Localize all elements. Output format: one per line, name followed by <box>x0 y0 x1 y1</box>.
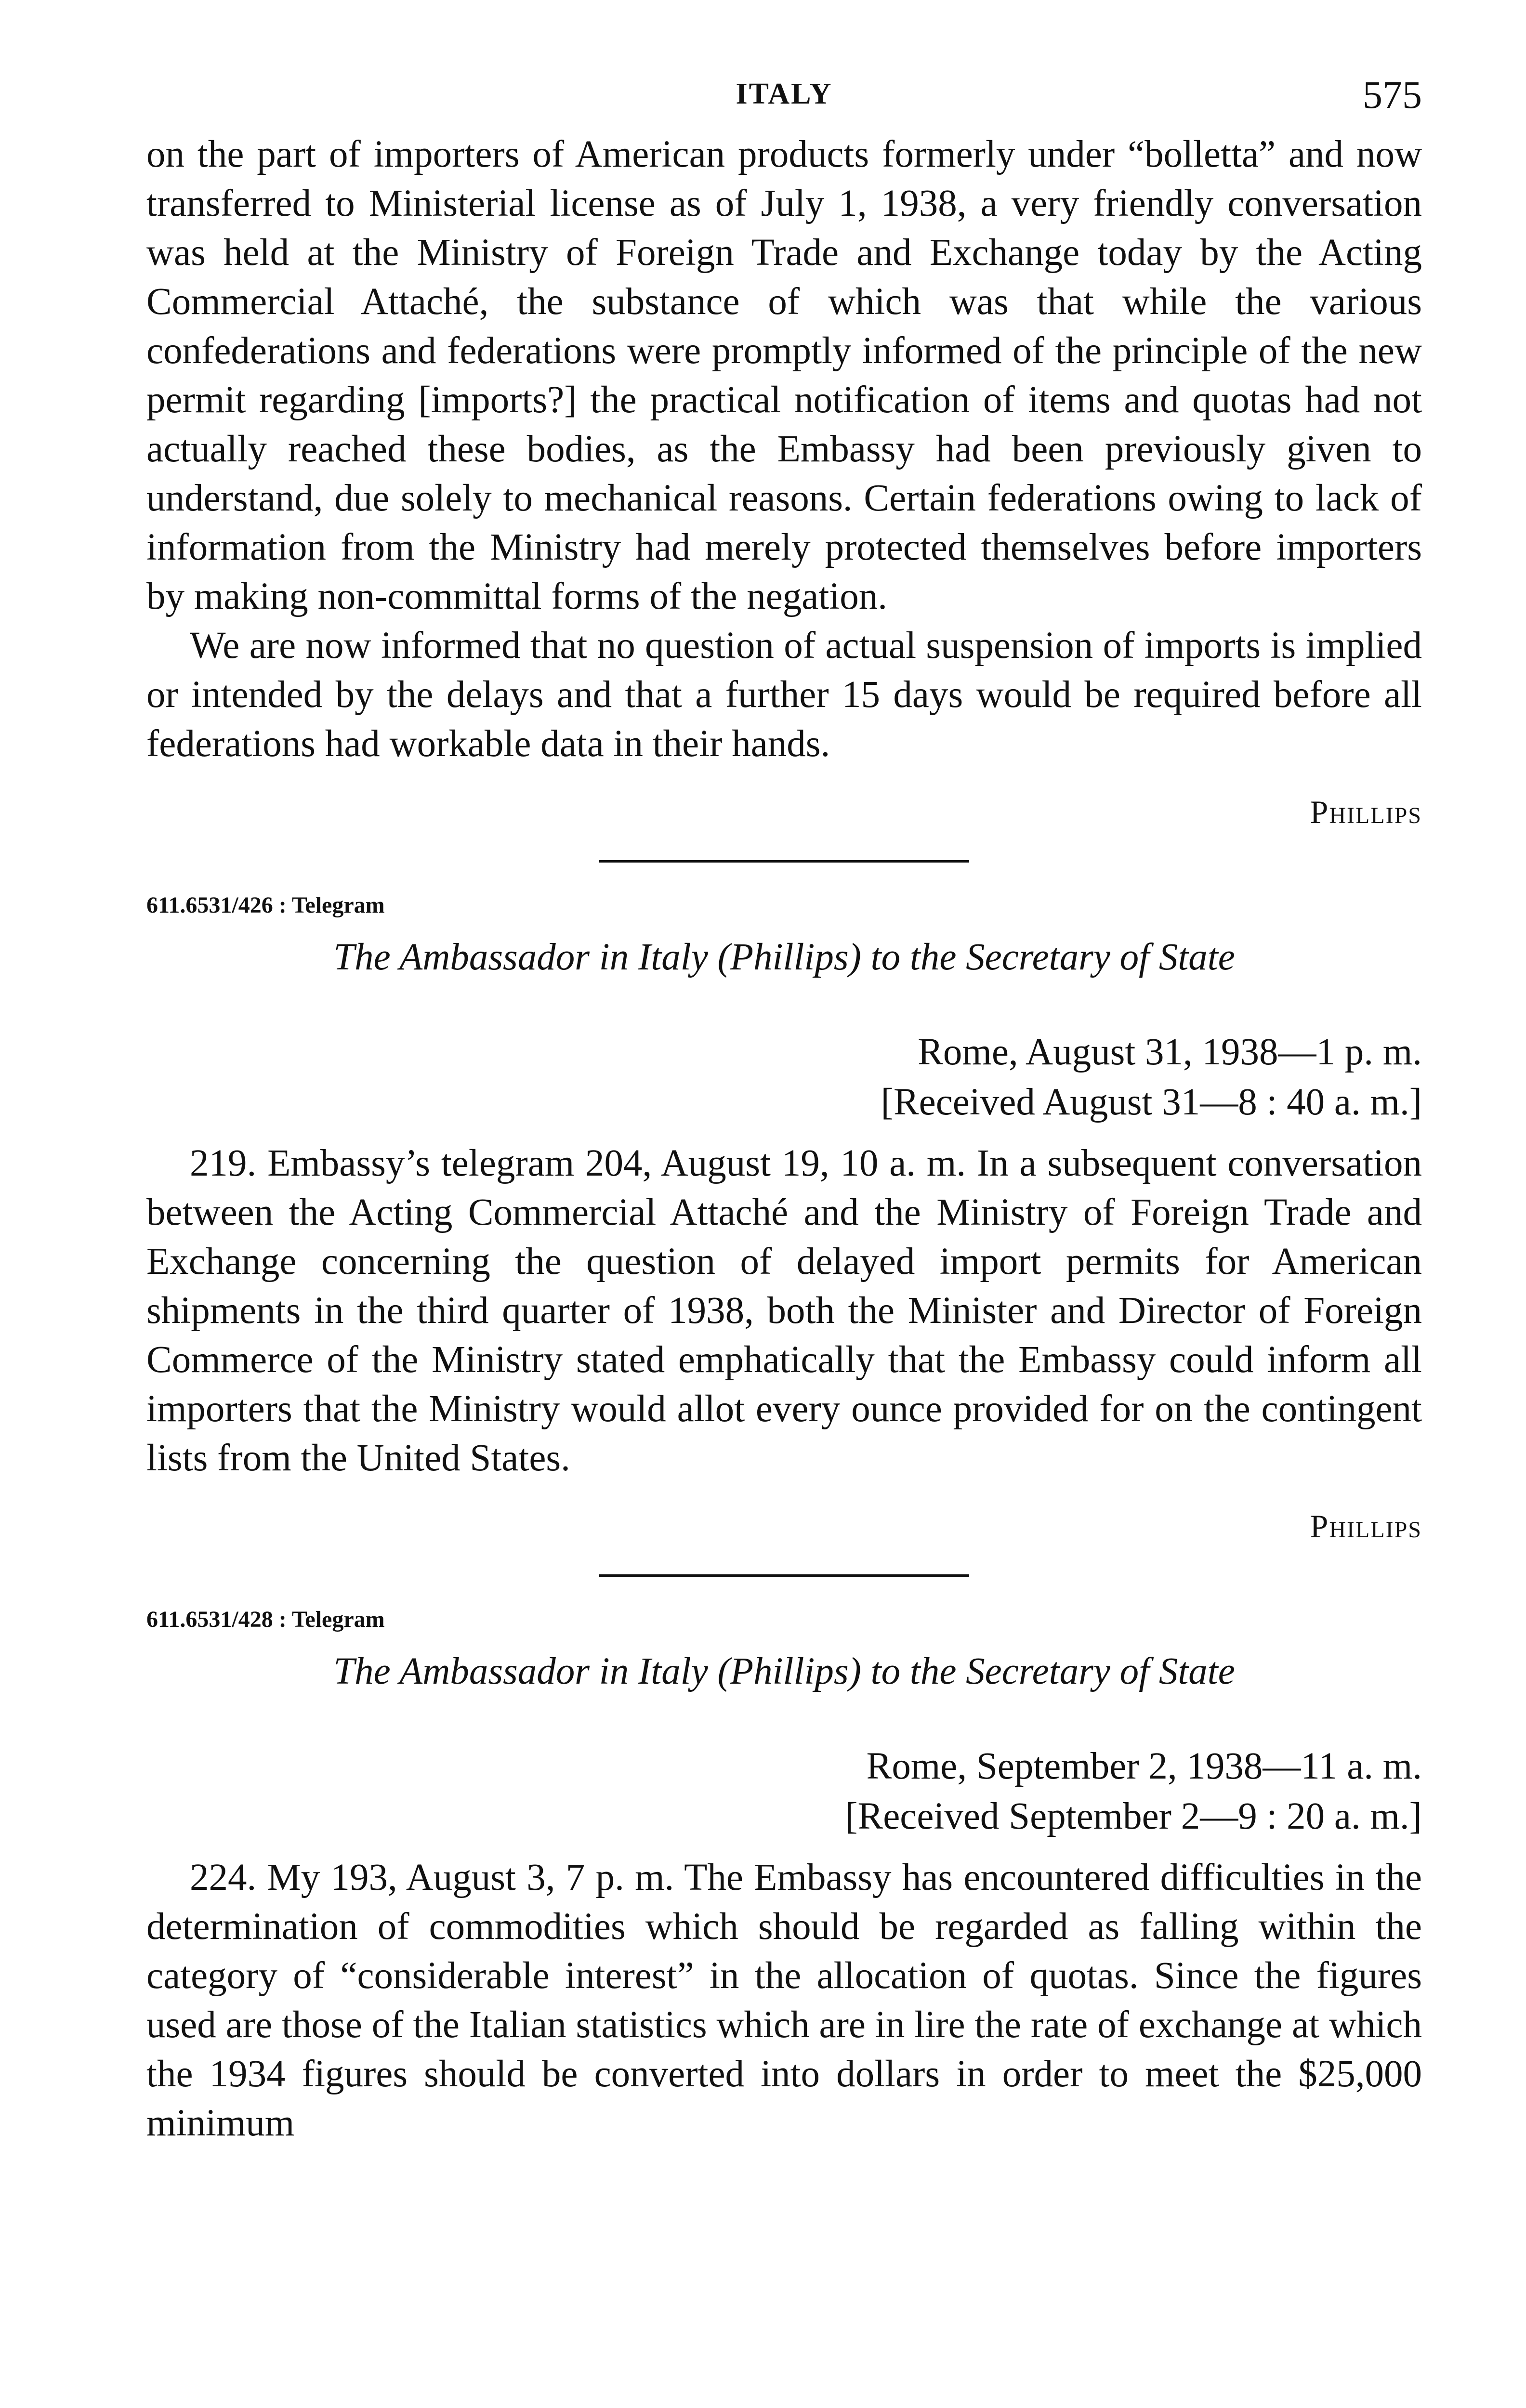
file-reference: 611.6531/428 : Telegram <box>146 1607 385 1632</box>
signature: Phillips <box>1310 1508 1422 1544</box>
document-page <box>146 72 1422 2148</box>
telegram-body: 224. My 193, August 3, 7 p. m. The Embassy has encountered difficulties in the determination of commodities which should be regarded as falling within the category of “considerable interest” in the allocation of quotas. Since the figures used are those of the Italian statistics which are in lire the rate of exchange at which the 1934 figures should be converted into dollars in order to meet the $25,000 minimum <box>146 1857 1422 2144</box>
paragraph: on the part of importers of American products formerly under “bolletta” and now transferred to Ministerial license as of July 1, 1938, a very friendly conversation was held at the Ministry of Foreign Trade and Exchange today by the Acting Commercial Attaché, the substance of which was that while the various confederations and federations were promptly informed of the principle of the new permit regarding [imports?] the practical notification of items and quotas had not actually reached these bodies, as the Embassy had been previously given to understand, due solely to mechanical reasons. Certain federations owing to lack of information from the Ministry had merely protected themselves before importers by making non-committal forms of the negation. <box>146 133 1422 617</box>
received-note: [Received August 31—8 : 40 a. m.] <box>881 1081 1422 1123</box>
dateline: Rome, September 2, 1938—11 a. m. <box>866 1745 1422 1787</box>
page-number: 575 <box>1363 73 1422 117</box>
dateline-block <box>146 1027 1422 1127</box>
dateline: Rome, August 31, 1938—1 p. m. <box>918 1031 1422 1073</box>
telegram-body: 219. Embassy’s telegram 204, August 19, 10 a. m. In a subsequent conversation between the Acting Commercial Attaché and the Ministry of Foreign Trade and Exchange concerning the question of delayed import permits for American shipments in the third quarter of 1938, both the Minister and Director of Foreign Commerce of the Ministry stated emphatically that the Embassy could inform all importers that the Ministry would allot every ounce provided for on the contingent lists from the United States. <box>146 1142 1422 1479</box>
page-header <box>146 72 1422 130</box>
file-reference: 611.6531/426 : Telegram <box>146 892 385 918</box>
section-divider <box>599 860 969 863</box>
paragraph: We are now informed that no question of actual suspension of imports is implied or intended by the delays and that a further 15 days would be required before all federations had workable data in their hands. <box>146 625 1422 765</box>
section-divider <box>599 1574 969 1577</box>
document-title: The Ambassador in Italy (Phillips) to the Secretary of State <box>333 1650 1235 1692</box>
received-note: [Received September 2—9 : 20 a. m.] <box>845 1795 1422 1837</box>
dateline-block <box>146 1741 1422 1842</box>
running-head: ITALY <box>736 78 833 110</box>
document-title: The Ambassador in Italy (Phillips) to the Secretary of State <box>333 936 1235 978</box>
signature: Phillips <box>1310 794 1422 830</box>
